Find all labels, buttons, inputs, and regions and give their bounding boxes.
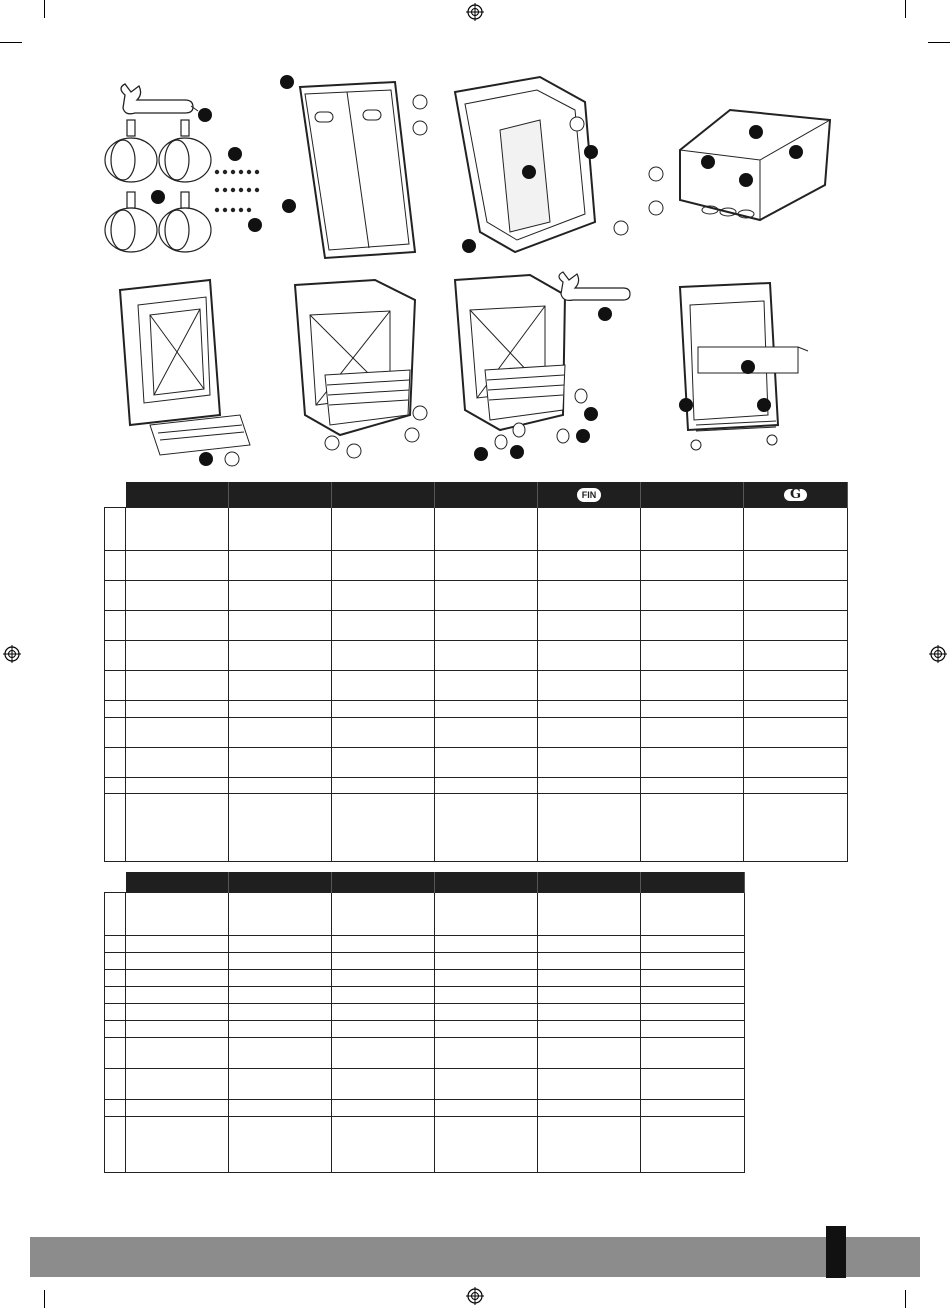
table-cell [229, 508, 332, 551]
table-cell [105, 551, 126, 581]
table-row [105, 508, 848, 551]
figure-complete-heater [660, 275, 820, 460]
table-cell [332, 893, 435, 936]
table-cell [538, 1069, 641, 1100]
column-header [332, 482, 435, 508]
table-cell [105, 1117, 126, 1173]
crop-mark [44, 1290, 45, 1308]
table-cell [332, 1100, 435, 1117]
table-cell [641, 748, 744, 778]
table-row [105, 953, 745, 970]
table-cell [332, 551, 435, 581]
table-cell [332, 718, 435, 748]
registration-mark-icon [3, 645, 21, 663]
table-row [105, 718, 848, 748]
table-cell [105, 953, 126, 970]
table-cell [126, 970, 229, 987]
table-corner [105, 872, 126, 893]
table-cell [332, 748, 435, 778]
footer-bar [30, 1237, 920, 1277]
figure-parts [95, 80, 275, 260]
table-cell [435, 641, 538, 671]
table-row [105, 1004, 745, 1021]
crop-mark [905, 1290, 906, 1308]
table-cell [105, 701, 126, 718]
table-cell [126, 1038, 229, 1069]
table-cell [126, 794, 229, 862]
table-row [105, 1021, 745, 1038]
table-cell [435, 581, 538, 611]
table-cell [105, 581, 126, 611]
page-tab-marker [826, 1226, 846, 1278]
table-cell [332, 1004, 435, 1021]
table-cell [332, 987, 435, 1004]
table-cell [229, 1021, 332, 1038]
table-cell [641, 718, 744, 748]
table-cell [744, 701, 848, 718]
table-row [105, 748, 848, 778]
table-cell [641, 1100, 745, 1117]
table-cell [435, 778, 538, 794]
table-cell [126, 1004, 229, 1021]
table-cell [641, 953, 745, 970]
table-row [105, 581, 848, 611]
table-cell [538, 778, 641, 794]
table-cell [744, 748, 848, 778]
table-cell [538, 987, 641, 1004]
table-cell [435, 893, 538, 936]
table-cell [538, 794, 641, 862]
table-row [105, 641, 848, 671]
table-cell [435, 718, 538, 748]
table-header-row [105, 482, 848, 508]
table-row [105, 1100, 745, 1117]
table-cell [435, 1021, 538, 1038]
table-cell [332, 641, 435, 671]
column-header [435, 872, 538, 893]
table-cell [538, 641, 641, 671]
table-cell [229, 671, 332, 701]
table-cell [229, 893, 332, 936]
table-cell [105, 987, 126, 1004]
table-cell [126, 641, 229, 671]
table-cell [744, 551, 848, 581]
table-cell [641, 970, 745, 987]
table-cell [435, 1038, 538, 1069]
table-cell [538, 1004, 641, 1021]
registration-mark-icon [929, 645, 947, 663]
table-cell [435, 701, 538, 718]
crop-mark [928, 42, 950, 43]
table-cell [229, 778, 332, 794]
table-cell [744, 778, 848, 794]
table-row [105, 1069, 745, 1100]
table-cell [332, 794, 435, 862]
table-cell [538, 1117, 641, 1173]
table-cell [229, 611, 332, 641]
table-cell [332, 1021, 435, 1038]
table-cell [538, 581, 641, 611]
table-cell [744, 641, 848, 671]
table-row [105, 671, 848, 701]
table-cell [229, 1117, 332, 1173]
column-header [435, 482, 538, 508]
table-cell [435, 987, 538, 1004]
table-cell [435, 1100, 538, 1117]
table-cell [229, 718, 332, 748]
table-cell [641, 778, 744, 794]
table-cell [538, 748, 641, 778]
parts-table-2 [104, 872, 745, 1173]
figure-back-panel [275, 72, 435, 267]
table-cell [126, 1021, 229, 1038]
table-cell [435, 551, 538, 581]
table-cell [332, 701, 435, 718]
language-badge-g: G [784, 489, 807, 501]
table-cell [744, 794, 848, 862]
table-cell [641, 1038, 745, 1069]
table-cell [641, 987, 745, 1004]
table-cell [105, 936, 126, 953]
table-cell [641, 581, 744, 611]
table-cell [641, 1117, 745, 1173]
figure-side-panels [445, 72, 635, 267]
table-header-row [105, 872, 745, 893]
table-row [105, 936, 745, 953]
table-cell [126, 987, 229, 1004]
table-cell [435, 794, 538, 862]
column-header [641, 872, 745, 893]
table-cell [435, 936, 538, 953]
table-cell [332, 1038, 435, 1069]
table-cell [105, 1038, 126, 1069]
table-cell [538, 936, 641, 953]
language-badge-fin: FIN [577, 488, 602, 502]
table-row [105, 893, 745, 936]
table-cell [538, 953, 641, 970]
table-cell [435, 508, 538, 551]
table-cell [229, 970, 332, 987]
table-cell [126, 671, 229, 701]
column-header [641, 482, 744, 508]
table-cell [126, 1117, 229, 1173]
table-cell [744, 671, 848, 701]
table-cell [435, 1117, 538, 1173]
table-cell [105, 671, 126, 701]
table-cell [229, 953, 332, 970]
table-cell [229, 987, 332, 1004]
table-cell [126, 701, 229, 718]
table-cell [641, 641, 744, 671]
table-cell [435, 1069, 538, 1100]
table-cell [332, 581, 435, 611]
table-cell [229, 1069, 332, 1100]
column-header [332, 872, 435, 893]
table-cell [229, 551, 332, 581]
column-header [126, 482, 229, 508]
table-cell [332, 1069, 435, 1100]
table-cell [538, 701, 641, 718]
column-header [126, 872, 229, 893]
table-cell [229, 701, 332, 718]
table-cell [105, 794, 126, 862]
table-cell [332, 508, 435, 551]
table-row [105, 551, 848, 581]
table-cell [229, 794, 332, 862]
table-cell [641, 551, 744, 581]
table-cell [538, 718, 641, 748]
table-cell [126, 718, 229, 748]
table-cell [229, 936, 332, 953]
table-cell [332, 953, 435, 970]
table-cell [105, 1004, 126, 1021]
column-header [538, 872, 641, 893]
table-cell [641, 611, 744, 641]
table-cell [538, 970, 641, 987]
table-cell [105, 748, 126, 778]
table-cell [105, 1021, 126, 1038]
table-cell [229, 581, 332, 611]
parts-table-1 [104, 482, 848, 862]
figure-base-box [640, 100, 840, 230]
table-cell [105, 611, 126, 641]
table-row [105, 1117, 745, 1173]
table-cell [538, 1038, 641, 1069]
table-cell [641, 794, 744, 862]
table-cell [126, 508, 229, 551]
table-cell [105, 1069, 126, 1100]
figure-front-opened [110, 275, 270, 470]
column-header-fin [538, 482, 641, 508]
table-cell [126, 611, 229, 641]
table-cell [641, 1069, 745, 1100]
table-cell [126, 778, 229, 794]
column-header-g [744, 482, 848, 508]
table-cell [538, 1021, 641, 1038]
table-cell [641, 671, 744, 701]
table-cell [229, 1100, 332, 1117]
table-cell [435, 748, 538, 778]
table-cell [744, 611, 848, 641]
table-cell [126, 953, 229, 970]
table-cell [126, 893, 229, 936]
table-cell [538, 611, 641, 641]
table-row [105, 611, 848, 641]
table-row [105, 970, 745, 987]
table-cell [744, 508, 848, 551]
table-cell [641, 893, 745, 936]
table-row [105, 701, 848, 718]
table-cell [229, 1038, 332, 1069]
table-cell [538, 1100, 641, 1117]
table-row [105, 778, 848, 794]
table-cell [641, 936, 745, 953]
table-row [105, 1038, 745, 1069]
table-cell [105, 1100, 126, 1117]
table-cell [538, 508, 641, 551]
table-cell [332, 778, 435, 794]
table-cell [744, 718, 848, 748]
figure-casters-fitted [445, 270, 635, 465]
table-cell [641, 701, 744, 718]
table-cell [538, 671, 641, 701]
table-cell [435, 671, 538, 701]
table-cell [332, 671, 435, 701]
table-cell [105, 508, 126, 551]
table-row [105, 794, 848, 862]
table-cell [126, 1069, 229, 1100]
table-cell [332, 611, 435, 641]
table-cell [105, 718, 126, 748]
table-cell [126, 581, 229, 611]
table-cell [641, 508, 744, 551]
figure-grill [280, 275, 440, 465]
table-cell [435, 1004, 538, 1021]
table-cell [126, 551, 229, 581]
crop-mark [0, 42, 22, 43]
column-header [229, 872, 332, 893]
table-cell [229, 1004, 332, 1021]
table-corner [105, 482, 126, 508]
column-header [229, 482, 332, 508]
registration-mark-icon [466, 3, 484, 21]
table-cell [105, 970, 126, 987]
crop-mark [905, 0, 906, 18]
table-cell [105, 893, 126, 936]
crop-mark [44, 0, 45, 18]
table-row [105, 987, 745, 1004]
table-cell [105, 778, 126, 794]
table-cell [126, 748, 229, 778]
table-cell [641, 1004, 745, 1021]
table-cell [105, 641, 126, 671]
table-cell [538, 893, 641, 936]
table-cell [435, 611, 538, 641]
table-cell [538, 551, 641, 581]
registration-mark-icon [466, 1287, 484, 1305]
table-cell [229, 641, 332, 671]
table-cell [126, 936, 229, 953]
table-cell [126, 1100, 229, 1117]
table-cell [229, 748, 332, 778]
table-cell [744, 581, 848, 611]
table-cell [332, 936, 435, 953]
table-cell [641, 1021, 745, 1038]
table-cell [435, 970, 538, 987]
table-cell [332, 970, 435, 987]
table-cell [332, 1117, 435, 1173]
table-cell [435, 953, 538, 970]
